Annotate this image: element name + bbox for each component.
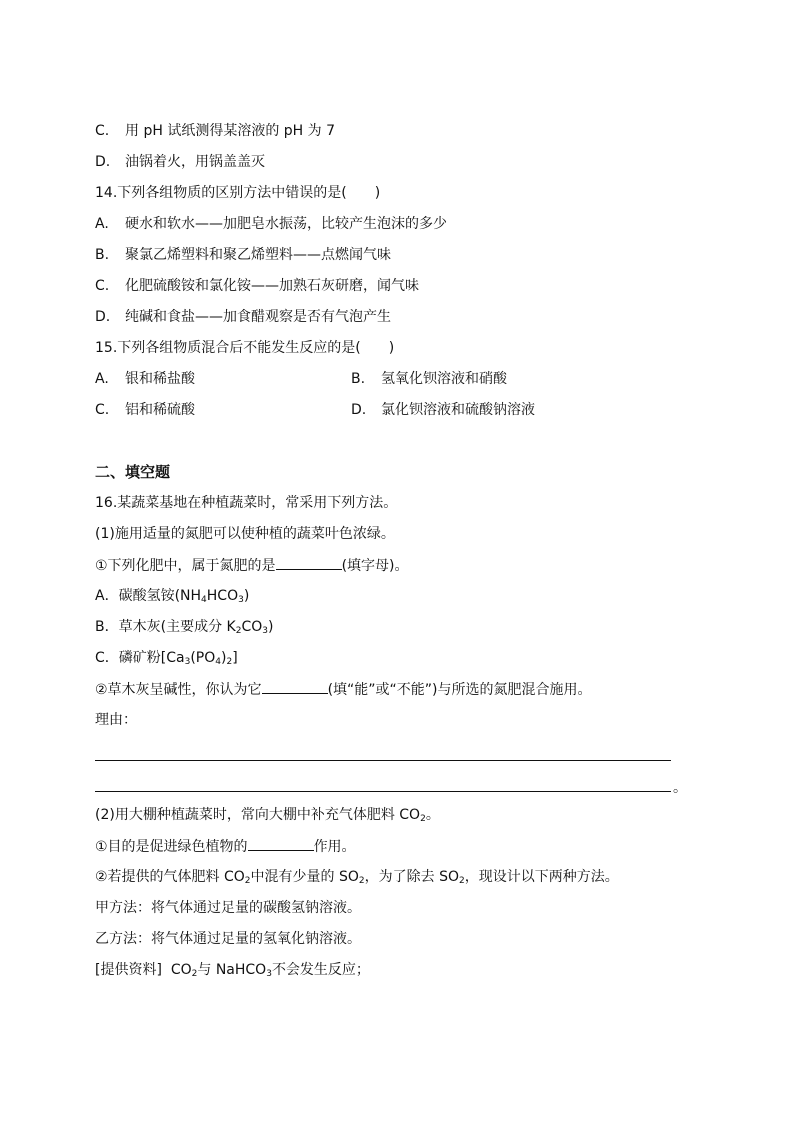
option-text: 硬水和软水——加肥皂水振荡，比较产生泡沫的多少	[125, 216, 447, 232]
info-text: 不会发生反应；	[271, 962, 370, 978]
option-text: 用 pH 试纸测得某溶液的 pH 为 7	[125, 123, 335, 139]
q16-option-a	[95, 586, 249, 606]
option-label: B.	[95, 247, 110, 263]
question-text: (2)用大棚种植蔬菜时，常向大棚中补充气体肥料 CO	[95, 807, 421, 823]
subscript: 2	[358, 876, 365, 886]
q16-part1-question2	[95, 679, 592, 700]
question-text: ①目的是促进绿色植物的	[95, 839, 248, 855]
option-label: A.	[95, 371, 109, 387]
info-label: [提供资料]	[95, 962, 162, 978]
option-label: D.	[95, 154, 111, 170]
answer-blank[interactable]	[262, 679, 328, 694]
subscript: 3	[266, 969, 272, 979]
subscript: 4	[201, 595, 207, 605]
question-text: 。	[425, 807, 440, 823]
question-text: (填“能”或“不能”)与所选的氮肥混合施用。	[327, 682, 592, 698]
q14-option-d	[95, 307, 391, 327]
question-text: 中混有少量的 SO	[250, 869, 359, 885]
option-label: C.	[95, 402, 110, 418]
answer-line[interactable]	[95, 791, 671, 792]
option-text: (PO	[190, 650, 216, 666]
q14-option-a	[95, 214, 447, 234]
subscript: 3	[262, 626, 268, 636]
option-text: CO	[241, 619, 263, 635]
method-b: 乙方法：将气体通过足量的氢氧化钠溶液。	[95, 931, 361, 947]
option-text: 银和稀盐酸	[125, 371, 195, 387]
subscript: 2	[191, 969, 198, 979]
q16-part1: (1)施用适量的氮肥可以使种植的蔬菜叶色浓绿。	[95, 526, 395, 542]
q13-option-d	[95, 152, 265, 172]
option-label: B.	[351, 371, 366, 387]
q16-part2-question1	[95, 836, 356, 857]
q15-option-d	[351, 400, 535, 420]
q15-option-a	[95, 369, 195, 389]
option-text: 聚氯乙烯塑料和聚乙烯塑料——点燃闻气味	[125, 247, 391, 263]
option-label: A.	[95, 216, 109, 232]
q15-option-b	[351, 369, 507, 389]
subscript: 2	[420, 814, 426, 824]
option-text: )	[267, 619, 274, 635]
q16-option-b	[95, 617, 273, 637]
option-text: 氯化钡溶液和硫酸钠溶液	[381, 402, 535, 418]
option-text: 铝和稀硫酸	[125, 402, 195, 418]
option-text: HCO	[206, 588, 239, 604]
q16-part2	[95, 805, 440, 825]
answer-blank[interactable]	[248, 836, 314, 851]
question-text: ②草木灰呈碱性，你认为它	[95, 682, 262, 698]
subscript: 3	[238, 595, 244, 605]
answer-blank[interactable]	[276, 555, 342, 570]
subscript: 2	[235, 626, 242, 636]
subscript: 4	[215, 657, 221, 667]
q14-option-b	[95, 245, 391, 265]
method-a: 甲方法：将气体通过足量的碳酸氢钠溶液。	[95, 900, 361, 916]
q16-option-c	[95, 648, 238, 668]
option-text: C．磷矿粉[Ca	[95, 650, 185, 666]
option-text: )	[243, 588, 250, 604]
q16-part2-question2	[95, 867, 619, 887]
answer-end-mark: 。	[673, 780, 687, 796]
option-label: D.	[95, 309, 111, 325]
q16-stem: 16.某蔬菜基地在种植蔬菜时，常采用下列方法。	[95, 495, 398, 511]
section-heading: 二、填空题	[95, 463, 171, 481]
subscript: 2	[226, 657, 233, 667]
option-text: 氢氧化钡溶液和硝酸	[381, 371, 507, 387]
q15-stem: 15.下列各组物质混合后不能发生反应的是( )	[95, 340, 395, 356]
reason-label: 理由：	[95, 712, 137, 728]
option-text: A．碳酸氢铵(NH	[95, 588, 202, 604]
question-text: ，现设计以下两种方法。	[464, 869, 619, 885]
option-text: )	[221, 650, 227, 666]
q15-option-c	[95, 400, 195, 420]
info-text: CO	[170, 962, 192, 978]
info-text: 与 NaHCO	[197, 962, 267, 978]
option-label: C.	[95, 123, 110, 139]
q14-stem: 14.下列各组物质的区别方法中错误的是( )	[95, 185, 381, 201]
q13-option-c	[95, 121, 335, 141]
option-text: ]	[232, 650, 238, 666]
provided-info	[95, 960, 370, 980]
option-text: 纯碱和食盐——加食醋观察是否有气泡产生	[125, 309, 391, 325]
subscript: 3	[184, 657, 191, 667]
option-text: 油锅着火，用锅盖盖灭	[125, 154, 265, 170]
subscript: 2	[244, 876, 251, 886]
option-label: D.	[351, 402, 367, 418]
q14-option-c	[95, 276, 419, 296]
question-text: ①下列化肥中，属于氮肥的是	[95, 558, 276, 574]
question-text: ②若提供的气体肥料 CO	[95, 869, 245, 885]
question-text: ，为了除去 SO	[364, 869, 459, 885]
subscript: 2	[458, 876, 465, 886]
q16-part1-question1	[95, 555, 409, 576]
question-text: 作用。	[313, 839, 356, 855]
option-text: B．草木灰(主要成分 K	[95, 619, 236, 635]
option-label: C.	[95, 278, 110, 294]
option-text: 化肥硫酸铵和氯化铵——加熟石灰研磨，闻气味	[125, 278, 419, 294]
answer-line[interactable]	[95, 760, 671, 761]
question-text: (填字母)。	[341, 558, 409, 574]
